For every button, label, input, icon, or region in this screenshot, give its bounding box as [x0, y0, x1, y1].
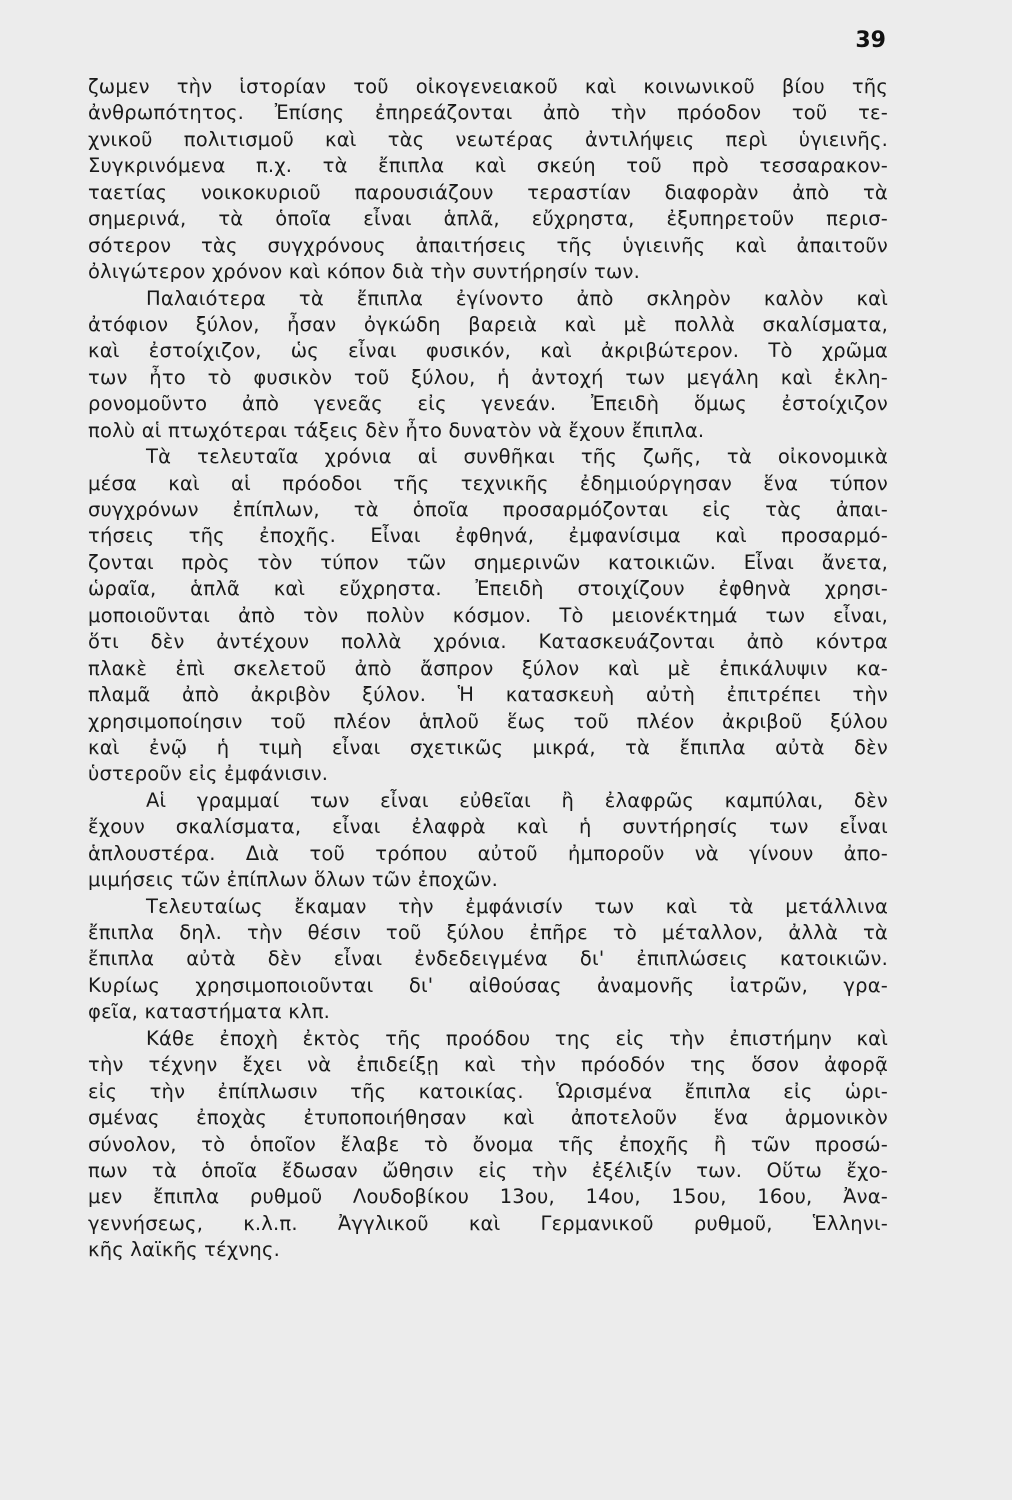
body-text	[88, 74, 888, 1264]
text-line: καὶ ἐνῷ ἡ τιμὴ εἶναι σχετικῶς μικρά, τὰ ἔπιπλα αὐτὰ δὲν	[88, 735, 888, 759]
text-line: φεῖα, καταστήματα κλπ.	[88, 1000, 331, 1024]
text-line: μοποιοῦνται ἀπὸ τὸν πολὺν κόσμον. Τὸ μειονέκτημά των εἶναι,	[88, 603, 888, 627]
text-line: ἔχουν σκαλίσματα, εἶναι ἐλαφρὰ καὶ ἡ συντήρησίς των εἶναι	[88, 815, 888, 839]
text-line: Κυρίως χρησιμοποιοῦνται δι' αἰθούσας ἀναμονῆς ἰατρῶν, γρα-	[88, 973, 888, 997]
text-line: σότερον τὰς συγχρόνους ἀπαιτήσεις τῆς ὑγιεινῆς καὶ ἀπαιτοῦν	[88, 233, 888, 257]
text-line: Κάθε ἐποχὴ ἐκτὸς τῆς προόδου της εἰς τὴν ἐπιστήμην καὶ	[146, 1026, 888, 1050]
text-line: ρονομοῦντο ἀπὸ γενεᾶς εἰς γενεάν. Ἐπειδὴ ὅμως ἐστοίχιζον	[88, 392, 888, 416]
text-line: τὴν τέχνην ἔχει νὰ ἐπιδείξῃ καὶ τὴν πρόοδόν της ὅσον ἀφορᾷ	[88, 1053, 888, 1077]
text-line: των ἦτο τὸ φυσικὸν τοῦ ξύλου, ἡ ἀντοχή των μεγάλη καὶ ἐκλη-	[88, 365, 888, 389]
text-line: Τελευταίως ἔκαμαν τὴν ἐμφάνισίν των καὶ τὰ μετάλλινα	[146, 894, 888, 918]
page-number: 39	[855, 28, 886, 53]
text-line: μιμήσεις τῶν ἐπίπλων ὅλων τῶν ἐποχῶν.	[88, 868, 498, 892]
text-line: Συγκρινόμενα π.χ. τὰ ἔπιπλα καὶ σκεύη τοῦ πρὸ τεσσαρακον-	[88, 154, 888, 178]
text-line: καὶ ἐστοίχιζον, ὡς εἶναι φυσικόν, καὶ ἀκριβώτερον. Τὸ χρῶμα	[88, 339, 888, 363]
text-line: ἀτόφιον ξύλον, ἦσαν ὀγκώδη βαρειὰ καὶ μὲ πολλὰ σκαλίσματα,	[88, 312, 888, 336]
text-line: χρησιμοποίησιν τοῦ πλέον ἁπλοῦ ἕως τοῦ πλέον ἀκριβοῦ ξύλου	[88, 709, 888, 733]
text-line: ὡραῖα, ἁπλᾶ καὶ εὔχρηστα. Ἐπειδὴ στοιχίζουν ἐφθηνὰ χρησι-	[88, 577, 888, 601]
text-line: ζωμεν τὴν ἱστορίαν τοῦ οἰκογενειακοῦ καὶ κοινωνικοῦ βίου τῆς	[88, 75, 888, 98]
text-line: σημερινά, τὰ ὁποῖα εἶναι ἁπλᾶ, εὔχρηστα, ἐξυπηρετοῦν περισ-	[88, 207, 888, 231]
text-line: Παλαιότερα τὰ ἔπιπλα ἐγίνοντο ἀπὸ σκληρὸν καλὸν καὶ	[146, 286, 888, 310]
text-line: ὑστεροῦν εἰς ἐμφάνισιν.	[88, 762, 329, 786]
text-line: ἔπιπλα αὐτὰ δὲν εἶναι ἐνδεδειγμένα δι' ἐπιπλώσεις κατοικιῶν.	[88, 947, 888, 971]
text-line: Αἱ γραμμαί των εἶναι εὐθεῖαι ἢ ἐλαφρῶς καμπύλαι, δὲν	[146, 788, 888, 812]
text-line: ταετίας νοικοκυριοῦ παρουσιάζουν τεραστίαν διαφορὰν ἀπὸ τὰ	[88, 180, 888, 204]
text-line: ἔπιπλα δηλ. τὴν θέσιν τοῦ ξύλου ἐπῆρε τὸ μέταλλον, ἀλλὰ τὰ	[88, 921, 888, 944]
text-line: πλακὲ ἐπὶ σκελετοῦ ἀπὸ ἄσπρον ξύλον καὶ μὲ ἐπικάλυψιν κα-	[88, 656, 888, 680]
text-line: εἰς τὴν ἐπίπλωσιν τῆς κατοικίας. Ὡρισμένα ἔπιπλα εἰς ὡρι-	[88, 1079, 888, 1103]
text-line: πλαμᾶ ἀπὸ ἀκριβὸν ξύλον. Ἡ κατασκευὴ αὐτὴ ἐπιτρέπει τὴν	[88, 683, 888, 707]
text-line: πων τὰ ὁποῖα ἔδωσαν ὤθησιν εἰς τὴν ἐξέλιξίν των. Οὕτω ἔχο-	[88, 1158, 888, 1182]
text-line: σμένας ἐποχὰς ἐτυποποιήθησαν καὶ ἀποτελοῦν ἕνα ἁρμονικὸν	[88, 1106, 888, 1130]
text-line: πολὺ αἱ πτωχότεραι τάξεις δὲν ἦτο δυνατὸν νὰ ἔχουν ἔπιπλα.	[88, 418, 705, 442]
text-line: ὀλιγώτερον χρόνον καὶ κόπον διὰ τὴν συντήρησίν των.	[88, 260, 640, 284]
text-line: μέσα καὶ αἱ πρόοδοι τῆς τεχνικῆς ἐδημιούργησαν ἕνα τύπον	[88, 471, 888, 495]
text-line: κῆς λαϊκῆς τέχνης.	[88, 1238, 281, 1262]
text-line: μεν ἔπιπλα ρυθμοῦ Λουδοβίκου 13ου, 14ου, 15ου, 16ου, Ἀνα-	[88, 1185, 888, 1209]
text-line: σύνολον, τὸ ὁποῖον ἔλαβε τὸ ὄνομα τῆς ἐποχῆς ἢ τῶν προσώ-	[88, 1132, 888, 1156]
text-line: συγχρόνων ἐπίπλων, τὰ ὁποῖα προσαρμόζονται εἰς τὰς ἀπαι-	[88, 498, 888, 521]
text-line: ἀνθρωπότητος. Ἐπίσης ἐπηρεάζονται ἀπὸ τὴν πρόοδον τοῦ τε-	[88, 101, 888, 125]
text-line: ἁπλουστέρα. Διὰ τοῦ τρόπου αὐτοῦ ἠμποροῦν νὰ γίνουν ἀπο-	[88, 841, 888, 865]
text-line: τήσεις τῆς ἐποχῆς. Εἶναι ἐφθηνά, ἐμφανίσιμα καὶ προσαρμό-	[88, 524, 888, 548]
text-line: χνικοῦ πολιτισμοῦ καὶ τὰς νεωτέρας ἀντιλήψεις περὶ ὑγιεινῆς.	[88, 127, 888, 151]
text-line: ζονται πρὸς τὸν τύπον τῶν σημερινῶν κατοικιῶν. Εἶναι ἄνετα,	[88, 550, 888, 574]
text-line: γεννήσεως, κ.λ.π. Ἀγγλικοῦ καὶ Γερμανικοῦ ρυθμοῦ, Ἑλληνι-	[88, 1211, 888, 1235]
text-line: Τὰ τελευταῖα χρόνια αἱ συνθῆκαι τῆς ζωῆς, τὰ οἰκονομικὰ	[146, 445, 888, 469]
text-line: ὅτι δὲν ἀντέχουν πολλὰ χρόνια. Κατασκευάζονται ἀπὸ κόντρα	[88, 630, 888, 654]
